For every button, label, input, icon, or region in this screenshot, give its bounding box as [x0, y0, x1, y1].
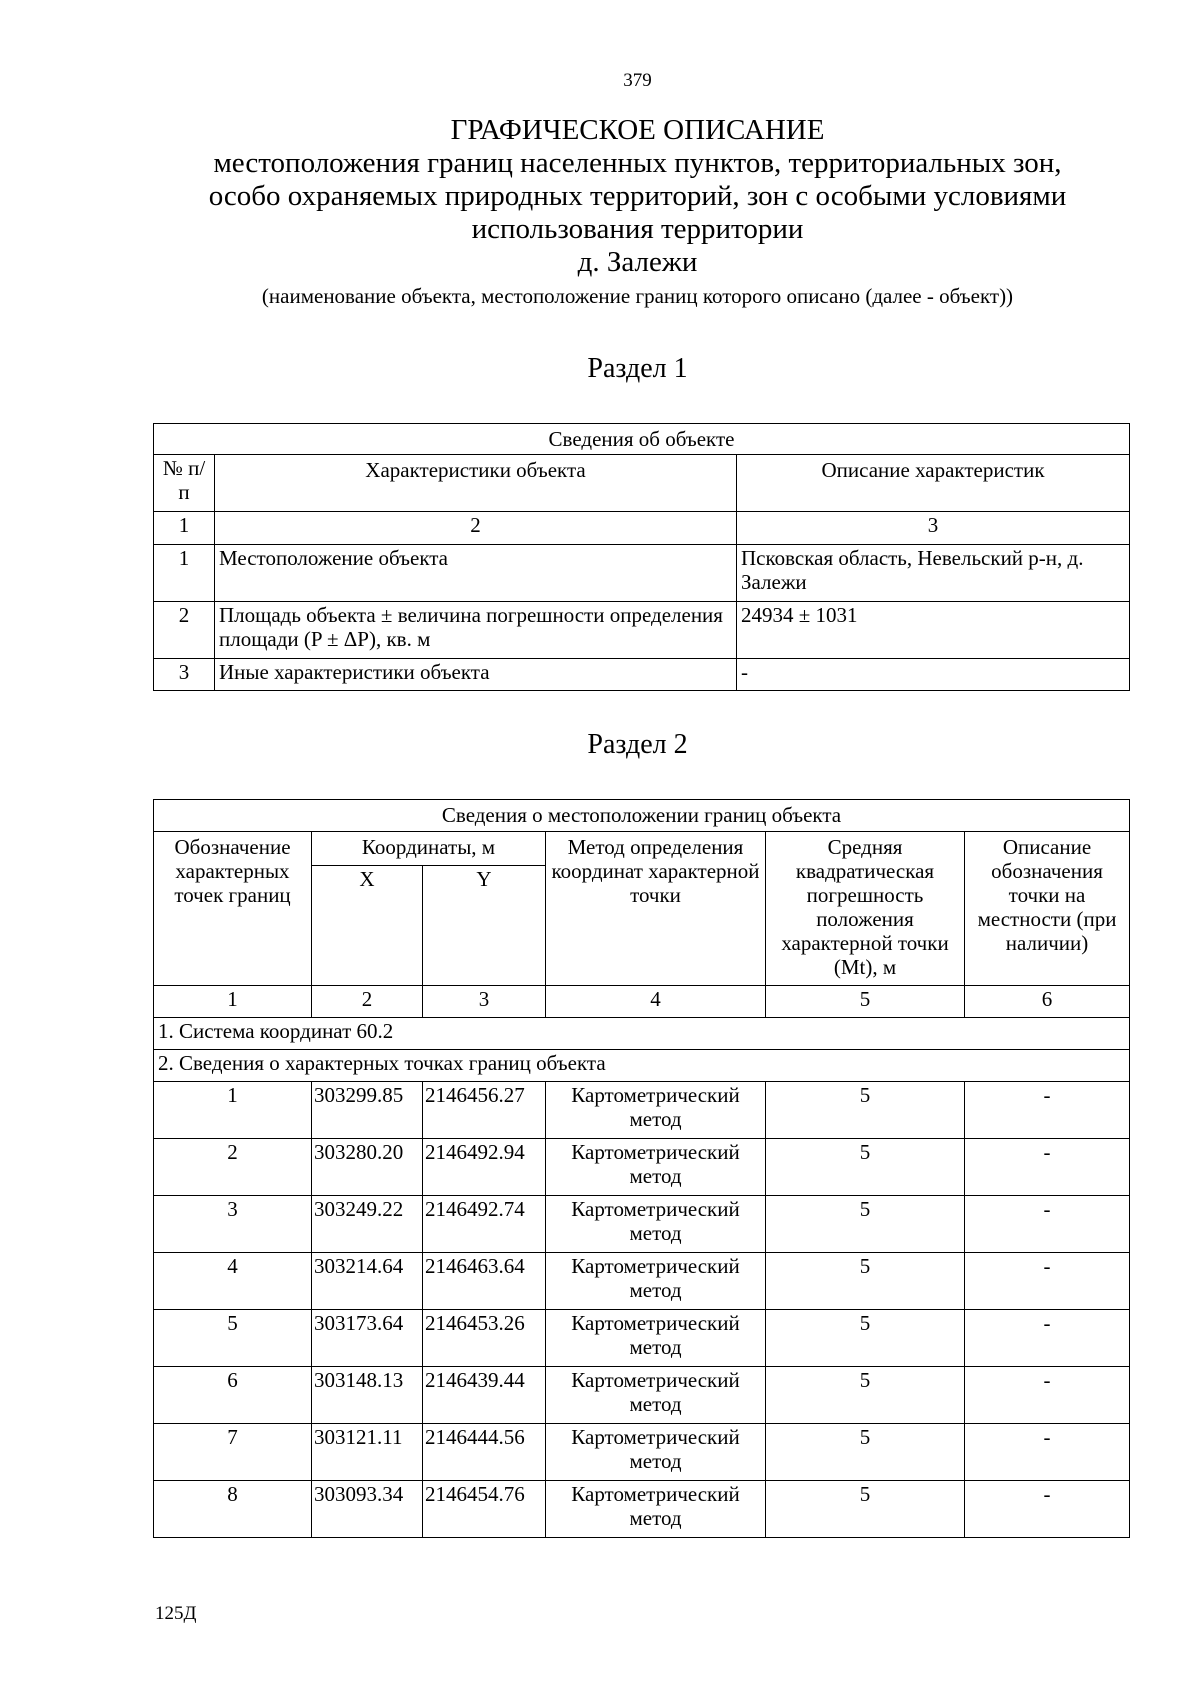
characteristic-value: Псковская область, Невельский р-н, д. Залежи	[737, 545, 1130, 602]
coordinate-y: 2146453.26	[423, 1310, 546, 1367]
point-number: 2	[154, 1139, 312, 1196]
mean-square-error: 5	[766, 1082, 965, 1139]
mean-square-error: 5	[766, 1367, 965, 1424]
point-description: -	[965, 1139, 1130, 1196]
table-row	[154, 602, 1130, 659]
object-name: д. Залежи	[577, 246, 698, 278]
point-number: 5	[154, 1310, 312, 1367]
table-row	[154, 1310, 1130, 1367]
coordinate-x: 303299.85	[312, 1082, 423, 1139]
subtitle-line: местоположения границ населенных пунктов, территориальных зон,	[213, 147, 1062, 179]
column-header: Описание характеристик	[737, 455, 1130, 512]
method: Картометрический метод	[546, 1253, 766, 1310]
table-row	[154, 1082, 1130, 1139]
table-row	[154, 1139, 1130, 1196]
point-description: -	[965, 1424, 1130, 1481]
coordinate-y: 2146454.76	[423, 1481, 546, 1538]
column-header: Координаты, м	[312, 832, 546, 866]
column-number: 1	[154, 986, 312, 1018]
characteristic-name: Иные характеристики объекта	[215, 659, 737, 691]
point-description: -	[965, 1367, 1130, 1424]
document-heading	[0, 114, 1200, 311]
section1-title: Раздел 1	[587, 353, 688, 384]
document-title: ГРАФИЧЕСКОЕ ОПИСАНИЕ	[450, 114, 825, 146]
characteristic-name: Местоположение объекта	[215, 545, 737, 602]
table-caption: Сведения об объекте	[154, 424, 1130, 455]
column-header: Метод определения координат характерной точки	[546, 832, 766, 986]
coordinate-y: 2146439.44	[423, 1367, 546, 1424]
column-number: 2	[312, 986, 423, 1018]
point-number: 3	[154, 1196, 312, 1253]
point-description: -	[965, 1310, 1130, 1367]
table-row	[154, 545, 1130, 602]
method: Картометрический метод	[546, 1082, 766, 1139]
column-header: Обозначение характерных точек границ	[154, 832, 312, 986]
boundary-points-table	[153, 799, 1130, 1538]
row-number: 3	[154, 659, 215, 691]
point-number: 7	[154, 1424, 312, 1481]
coordinate-x: 303173.64	[312, 1310, 423, 1367]
table-row	[154, 1253, 1130, 1310]
column-header: Описание обозначения точки на местности (при наличии)	[965, 832, 1130, 986]
point-number: 1	[154, 1082, 312, 1139]
method: Картометрический метод	[546, 1196, 766, 1253]
row-number: 2	[154, 602, 215, 659]
point-number: 8	[154, 1481, 312, 1538]
page-number: 379	[623, 70, 652, 91]
coordinate-y: 2146492.94	[423, 1139, 546, 1196]
point-number: 6	[154, 1367, 312, 1424]
table-row	[154, 659, 1130, 691]
point-description: -	[965, 1082, 1130, 1139]
point-description: -	[965, 1196, 1130, 1253]
mean-square-error: 5	[766, 1139, 965, 1196]
characteristic-value: -	[737, 659, 1130, 691]
mean-square-error: 5	[766, 1253, 965, 1310]
method: Картометрический метод	[546, 1139, 766, 1196]
mean-square-error: 5	[766, 1310, 965, 1367]
column-number: 5	[766, 986, 965, 1018]
column-header: Характеристики объекта	[215, 455, 737, 512]
subtitle-line: использования территории	[471, 213, 804, 245]
mean-square-error: 5	[766, 1424, 965, 1481]
points-section-row: 2. Сведения о характерных точках границ объекта	[154, 1050, 1130, 1082]
table-row	[154, 1424, 1130, 1481]
coordinate-x: 303148.13	[312, 1367, 423, 1424]
characteristic-name: Площадь объекта ± величина погрешности определения площади (P ± ΔP), кв. м	[215, 602, 737, 659]
coordinate-x: 303093.34	[312, 1481, 423, 1538]
table-row	[154, 1481, 1130, 1538]
point-number: 4	[154, 1253, 312, 1310]
section2-title: Раздел 2	[587, 729, 688, 760]
column-header: № п/п	[154, 455, 215, 512]
table-caption: Сведения о местоположении границ объекта	[154, 800, 1130, 832]
column-number: 3	[737, 512, 1130, 545]
coordinate-system-row: 1. Система координат 60.2	[154, 1018, 1130, 1050]
method: Картометрический метод	[546, 1310, 766, 1367]
column-number: 2	[215, 512, 737, 545]
characteristic-value: 24934 ± 1031	[737, 602, 1130, 659]
mean-square-error: 5	[766, 1196, 965, 1253]
table-row	[154, 1196, 1130, 1253]
column-header: Средняя квадратическая погрешность положения характерной точки (Mt), м	[766, 832, 965, 986]
point-description: -	[965, 1253, 1130, 1310]
mean-square-error: 5	[766, 1481, 965, 1538]
coordinate-x: 303121.11	[312, 1424, 423, 1481]
object-info-table	[153, 423, 1130, 691]
points-body	[154, 1082, 1130, 1538]
method: Картометрический метод	[546, 1481, 766, 1538]
column-number: 4	[546, 986, 766, 1018]
row-number: 1	[154, 545, 215, 602]
object-note: (наименование объекта, местоположение границ которого описано (далее - объект))	[261, 284, 1014, 308]
coordinate-x: 303249.22	[312, 1196, 423, 1253]
coordinate-y: 2146456.27	[423, 1082, 546, 1139]
coordinate-y: 2146492.74	[423, 1196, 546, 1253]
point-description: -	[965, 1481, 1130, 1538]
coordinate-x: 303214.64	[312, 1253, 423, 1310]
column-header: Y	[423, 866, 546, 986]
subtitle-line: особо охраняемых природных территорий, зон с особыми условиями	[208, 180, 1067, 212]
table-row	[154, 1367, 1130, 1424]
coordinate-y: 2146444.56	[423, 1424, 546, 1481]
method: Картометрический метод	[546, 1367, 766, 1424]
coordinate-x: 303280.20	[312, 1139, 423, 1196]
column-header: X	[312, 866, 423, 986]
footer-code: 125Д	[155, 1603, 197, 1624]
column-number: 6	[965, 986, 1130, 1018]
method: Картометрический метод	[546, 1424, 766, 1481]
column-number: 1	[154, 512, 215, 545]
column-number: 3	[423, 986, 546, 1018]
coordinate-y: 2146463.64	[423, 1253, 546, 1310]
